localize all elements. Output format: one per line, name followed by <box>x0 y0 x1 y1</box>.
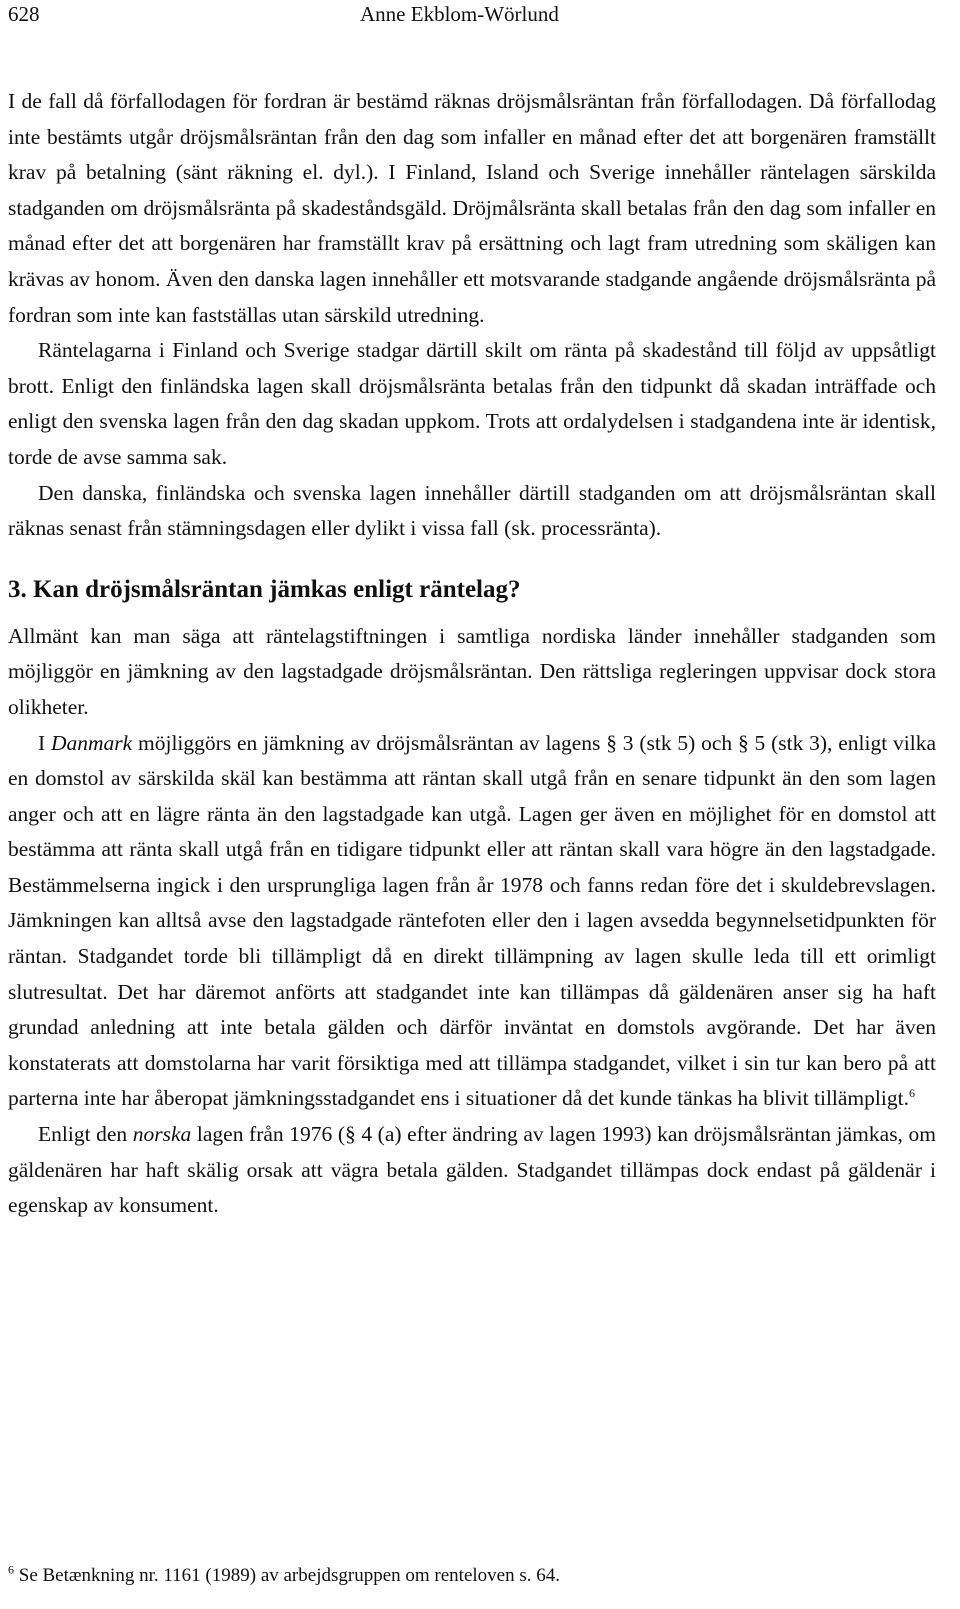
section-heading: 3. Kan dröjsmålsräntan jämkas enligt räntelag? <box>8 575 521 603</box>
emphasis-country: Danmark <box>50 730 133 755</box>
footnote-marker: 6 <box>8 1562 14 1577</box>
paragraph-text: Enligt den <box>38 1122 133 1147</box>
paragraph: Den danska, finländska och svenska lagen innehåller därtill stadganden om att dröjsmålsräntan skall räknas senast från stämningsdagen eller dylikt i vissa fall (sk. processränta). <box>8 480 936 541</box>
emphasis-country: norska <box>132 1122 192 1147</box>
page-number: 628 <box>8 2 40 26</box>
main-text <box>8 84 936 1224</box>
running-header <box>8 2 938 32</box>
paragraph-text: lagen från 1976 (§ 4 (a) efter ändring av lagen 1993) kan dröjsmålsräntan jämkas, om gäldenären har haft skälig orsak att vägra betala gälden. Stadgandet tillämpas dock endast på gäldenär i egenskap av konsument. <box>8 1122 936 1218</box>
paragraph-text: möjliggörs en jämkning av dröjsmålsräntan av lagens § 3 (stk 5) och § 5 (stk 3), enligt vilka en domstol av särskilda skäl kan bestämma att räntan skall utgå från en senare tidpunkt än den som lagen anger och att en lägre ränta än den lagstadgade kan utgå. Lagen ger även en möjlighet för en domstol att bestämma att ränta skall utgå från en tidigare tidpunkt eller att räntan skall vara högre än den lagstadgade. Bestämmelserna ingick i den ursprungliga lagen från år 1978 och fanns redan före det i skuldebrevslagen. Jämkningen kan alltså avse den lagstadgade räntefoten eller den i lagen avsedda begynnelsetidpunkten för räntan. Stadgandet torde bli tillämpligt då en direkt tillämpning av lagen skulle leda till ett orimligt slutresultat. Det har däremot anförts att stadgandet inte kan tillämpas då gäldenären anser sig ha haft grundad anledning att inte betala gälden och därför inväntat en domstols avgörande. Det har även konstaterats att domstolarna har varit försiktiga med att tillämpa stadgandet, vilket i sin tur kan bero på att parterna inte har åberopat jämkningsstadgandet ens i situationer då det kunde tänkas ha blivit tillämpligt. <box>8 730 936 1111</box>
footnote-text: Se Betænkning nr. 1161 (1989) av arbejdsgruppen om renteloven s. 64. <box>18 1565 560 1586</box>
paragraph <box>8 1117 936 1224</box>
paragraph: I de fall då förfallodagen för fordran är bestämd räknas dröjsmålsräntan från förfallodagen. Då förfallodag inte bestämts utgår dröjsmålsräntan från den dag som infaller en månad efter det att borgenären framställt krav på betalning (sänt räkning el. dyl.). I Finland, Island och Sverige innehåller räntelagen särskilda stadganden om dröjsmålsränta på skadeståndsgäld. Dröjmålsränta skall betalas från den dag som infaller en månad efter det att borgenären har framställt krav på ersättning och lagt fram utredning som skäligen kan krävas av honom. Även den danska lagen innehåller ett motsvarande stadgande angående dröjsmålsränta på fordran som inte kan fastställas utan särskild utredning. <box>8 89 936 327</box>
paragraph: Allmänt kan man säga att räntelagstiftningen i samtliga nordiska länder innehåller stadganden som möjliggör en jämkning av den lagstadgade dröjsmålsräntan. Den rättsliga regleringen uppvisar dock stora olikheter. <box>8 623 936 719</box>
paragraph-text: I <box>38 730 51 755</box>
footnote-reference: 6 <box>908 1086 915 1101</box>
running-head-author: Anne Ekblom-Wörlund <box>360 2 559 26</box>
footnote <box>8 1564 560 1588</box>
paragraph <box>8 726 936 1118</box>
paragraph: Räntelagarna i Finland och Sverige stadgar därtill skilt om ränta på skadestånd till följd av uppsåtligt brott. Enligt den finländska lagen skall dröjsmålsränta betalas från den tidpunkt då skadan inträffade och enligt den svenska lagen från den dag skadan uppkom. Trots att ordalydelsen i stadgandena inte är identisk, torde de avse samma sak. <box>8 338 936 469</box>
